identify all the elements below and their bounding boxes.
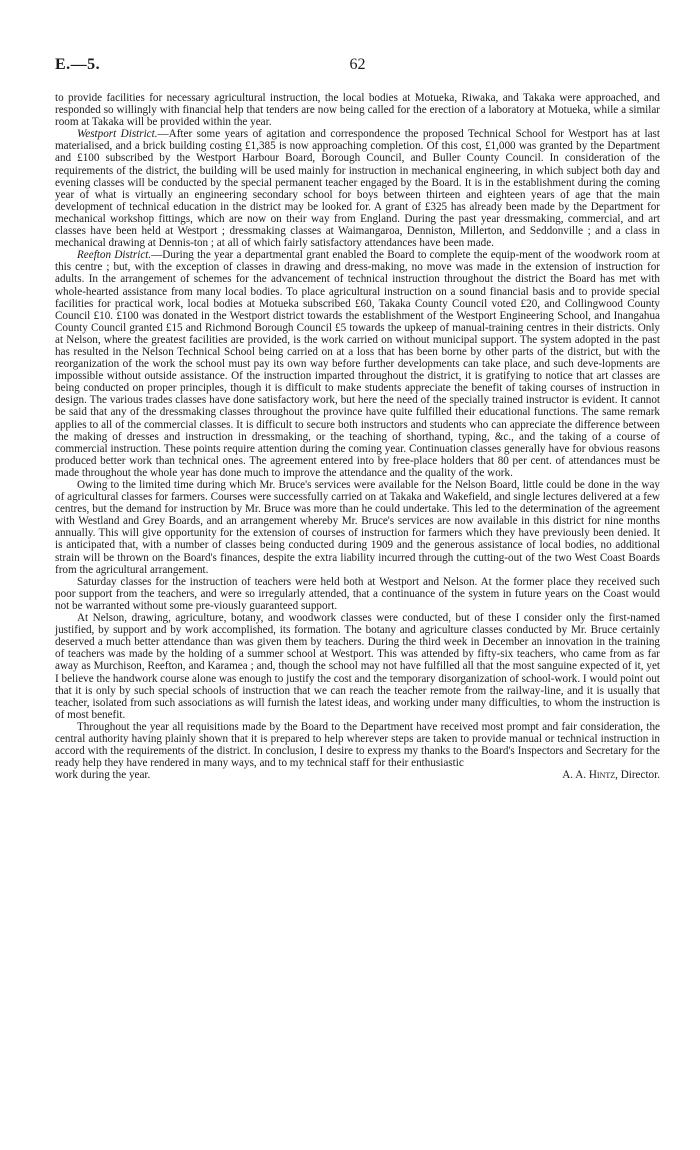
paragraph-text: Throughout the year all requisitions made by the Board to the Department have received most prompt and fair consideration, the central authority having plainly shown that it is prepared to help wherever steps are taken to provide manual or technical instruction in accord with the requirements of the district. In conclusion, I desire to express my thanks to the Board's Inspectors and Secretary for the ready help they have rendered in many ways, and to my technical staff for their enthusiastic bbox=[55, 720, 660, 770]
signature-name: A. A. Hintz bbox=[562, 769, 616, 782]
page-number: 62 bbox=[349, 56, 366, 73]
paragraph-westport bbox=[55, 128, 660, 249]
paragraph-continuation bbox=[55, 92, 660, 128]
paragraph-conclusion bbox=[55, 721, 660, 769]
report-body bbox=[55, 92, 660, 781]
paragraph-nelson-classes bbox=[55, 612, 660, 721]
closing-text: work during the year. bbox=[55, 769, 151, 782]
paragraph-text: —After some years of agitation and correspondence the proposed Technical School for Westport has at last materialised, and a brick building costing £1,385 is now approaching completion. Of this cost, £1,000 was granted by the Department and £100 subscribed by the Westport Harbour Board, Borough Council, and Buller County Council. In consideration of the requirements of the district, the building will be used mainly for instruction in mechanical engineering, in which subject both day and evening classes will be conducted by the special permanent teacher engaged by the Board. It is in the establishment during the coming year of what is virtually an engineering secondary school for boys between thirteen and eighteen years of age that the main development of technical education in the district may be looked for. A grant of £325 has already been made by the Department for mechanical workshop fittings, which are now on their way from England. During the past year dressmaking, commercial, and art classes have been held at Westport ; dressmaking classes at Waimangaroa, Denniston, Millerton, and Seddonville ; and a class in mechanical drawing at Dennis-ton ; at all of which fairly satisfactory attendances have been made. bbox=[55, 128, 660, 250]
closing-line bbox=[55, 769, 660, 781]
district-heading-reefton: Reefton District. bbox=[77, 249, 152, 262]
paragraph-text: —During the year a departmental grant enabled the Board to complete the equip-ment of the woodwork room at this centre ; but, with the exception of classes in drawing and dress-making, no move was made in the extension of instruction for adults. In the arrangement of schemes for the advancement of technical instruction throughout the district the Board has met with whole-hearted assistance from many local bodies. To place agricultural instruction on a sound financial basis and to provide special facilities for practical work, local bodies at Motueka subscribed £60, Takaka County Council voted £20, and Collingwood County Council £10. £100 was donated in the Westport district towards the establishment of the Westport Engineering School, and Inangahua County Council granted £15 and Richmond Borough Council £5 towards the upkeep of manual-training centres in their districts. Only at Nelson, where the greatest facilities are provided, is the work carried on without municipal support. The system adopted in the past has resulted in the Nelson Technical School being carried on at a loss that has been borne by other parts of the district, but with the reorganization of the work the school must pay its own way before further developments can take place, and such deve-lopments are impossible without outside assistance. Of the instruction imparted throughout the district, it is gratifying to notice that art classes are being conducted on proper principles, though it is difficult to make students appreciate the benefit of taking courses of instruction in design. The various trades classes have done satisfactory work, but here the need of the specially trained instructor is evident. It cannot be said that any of the dressmaking classes throughout the province have quite fulfilled their educational functions. The same remark applies to all of the commercial classes. It is difficult to secure both instructors and students who can appreciate the difference between the making of dresses and instruction in dressmaking, or the teaching of shorthand, typing, &c., and the taking of a course of commercial instruction. These points require attention during the coming year. Continuation classes generally have for obvious reasons produced better work than technical ones. The agreement entered into by free-place holders that 80 per cent. of attendances must be made throughout the whole year has done much to improve the attendance and the quality of the work. bbox=[55, 249, 660, 479]
signature-title: , Director. bbox=[615, 769, 660, 782]
paragraph-saturday-classes bbox=[55, 576, 660, 612]
paragraph-text: At Nelson, drawing, agriculture, botany, and woodwork classes were conducted, but of these I consider only the first-named justified, by support and by work accomplished, its formation. The botany and agriculture classes conducted by Mr. Bruce certainly deserved a much better attendance than was given them by teachers. During the third week in December an innovation in the training of teachers was made by the holding of a summer school at Westport. This was attended by fifty-six teachers, who came from as far away as Murchison, Reefton, and Karamea ; and, though the school may not have fulfilled all that the most sanguine expected of it, yet I believe the handwork course alone was enough to justify the cost and the temporary disorganization of school-work. I would point out that it is only by such special schools of instruction that we can reach the teacher remote from the railway-line, and it is usually that teacher, isolated from such associations as will furnish the latest ideas, and working under many difficulties, to whom the instruction is of most benefit. bbox=[55, 612, 660, 721]
page-header bbox=[55, 56, 660, 80]
signature bbox=[562, 769, 660, 781]
district-heading-westport: Westport District. bbox=[77, 128, 158, 141]
paragraph-text: to provide facilities for necessary agricultural instruction, the local bodies at Motueka, Riwaka, and Takaka were approached, and responded so willingly with financial help that tenders are now being called for the erection of a laboratory at Motueka, while a similar room at Takaka will be provided within the year. bbox=[55, 92, 660, 129]
document-reference: E.—5. bbox=[55, 56, 101, 73]
paragraph-agricultural-classes bbox=[55, 479, 660, 576]
paragraph-text: Saturday classes for the instruction of teachers were held both at Westport and Nelson. At the former place they received such poor support from the teachers, and were so irregularly attended, that a continuance of the system in future years on the Coast would not be warranted without some pre-viously guaranteed support. bbox=[55, 575, 660, 612]
paragraph-reefton bbox=[55, 249, 660, 479]
paragraph-text: Owing to the limited time during which Mr. Bruce's services were available for the Nelson Board, little could be done in the way of agricultural classes for farmers. Courses were successfully carried on at Takaka and Wakefield, and single lectures delivered at a few centres, but the demand for instruction by Mr. Bruce was more than he could undertake. This led to the determination of the agreement with Westland and Grey Boards, and an arrangement whereby Mr. Bruce's services are now available in this district for nine months annually. This will give opportunity for the extension of courses of instruction for farmers which they have previously been denied. It is anticipated that, with a number of classes being conducted during 1909 and the generous assistance of local bodies, no additional strain will be thrown on the Board's finances, despite the extra liability incurred through the cutting-out of the two West Coast Boards from the agricultural arrangement. bbox=[55, 479, 660, 576]
